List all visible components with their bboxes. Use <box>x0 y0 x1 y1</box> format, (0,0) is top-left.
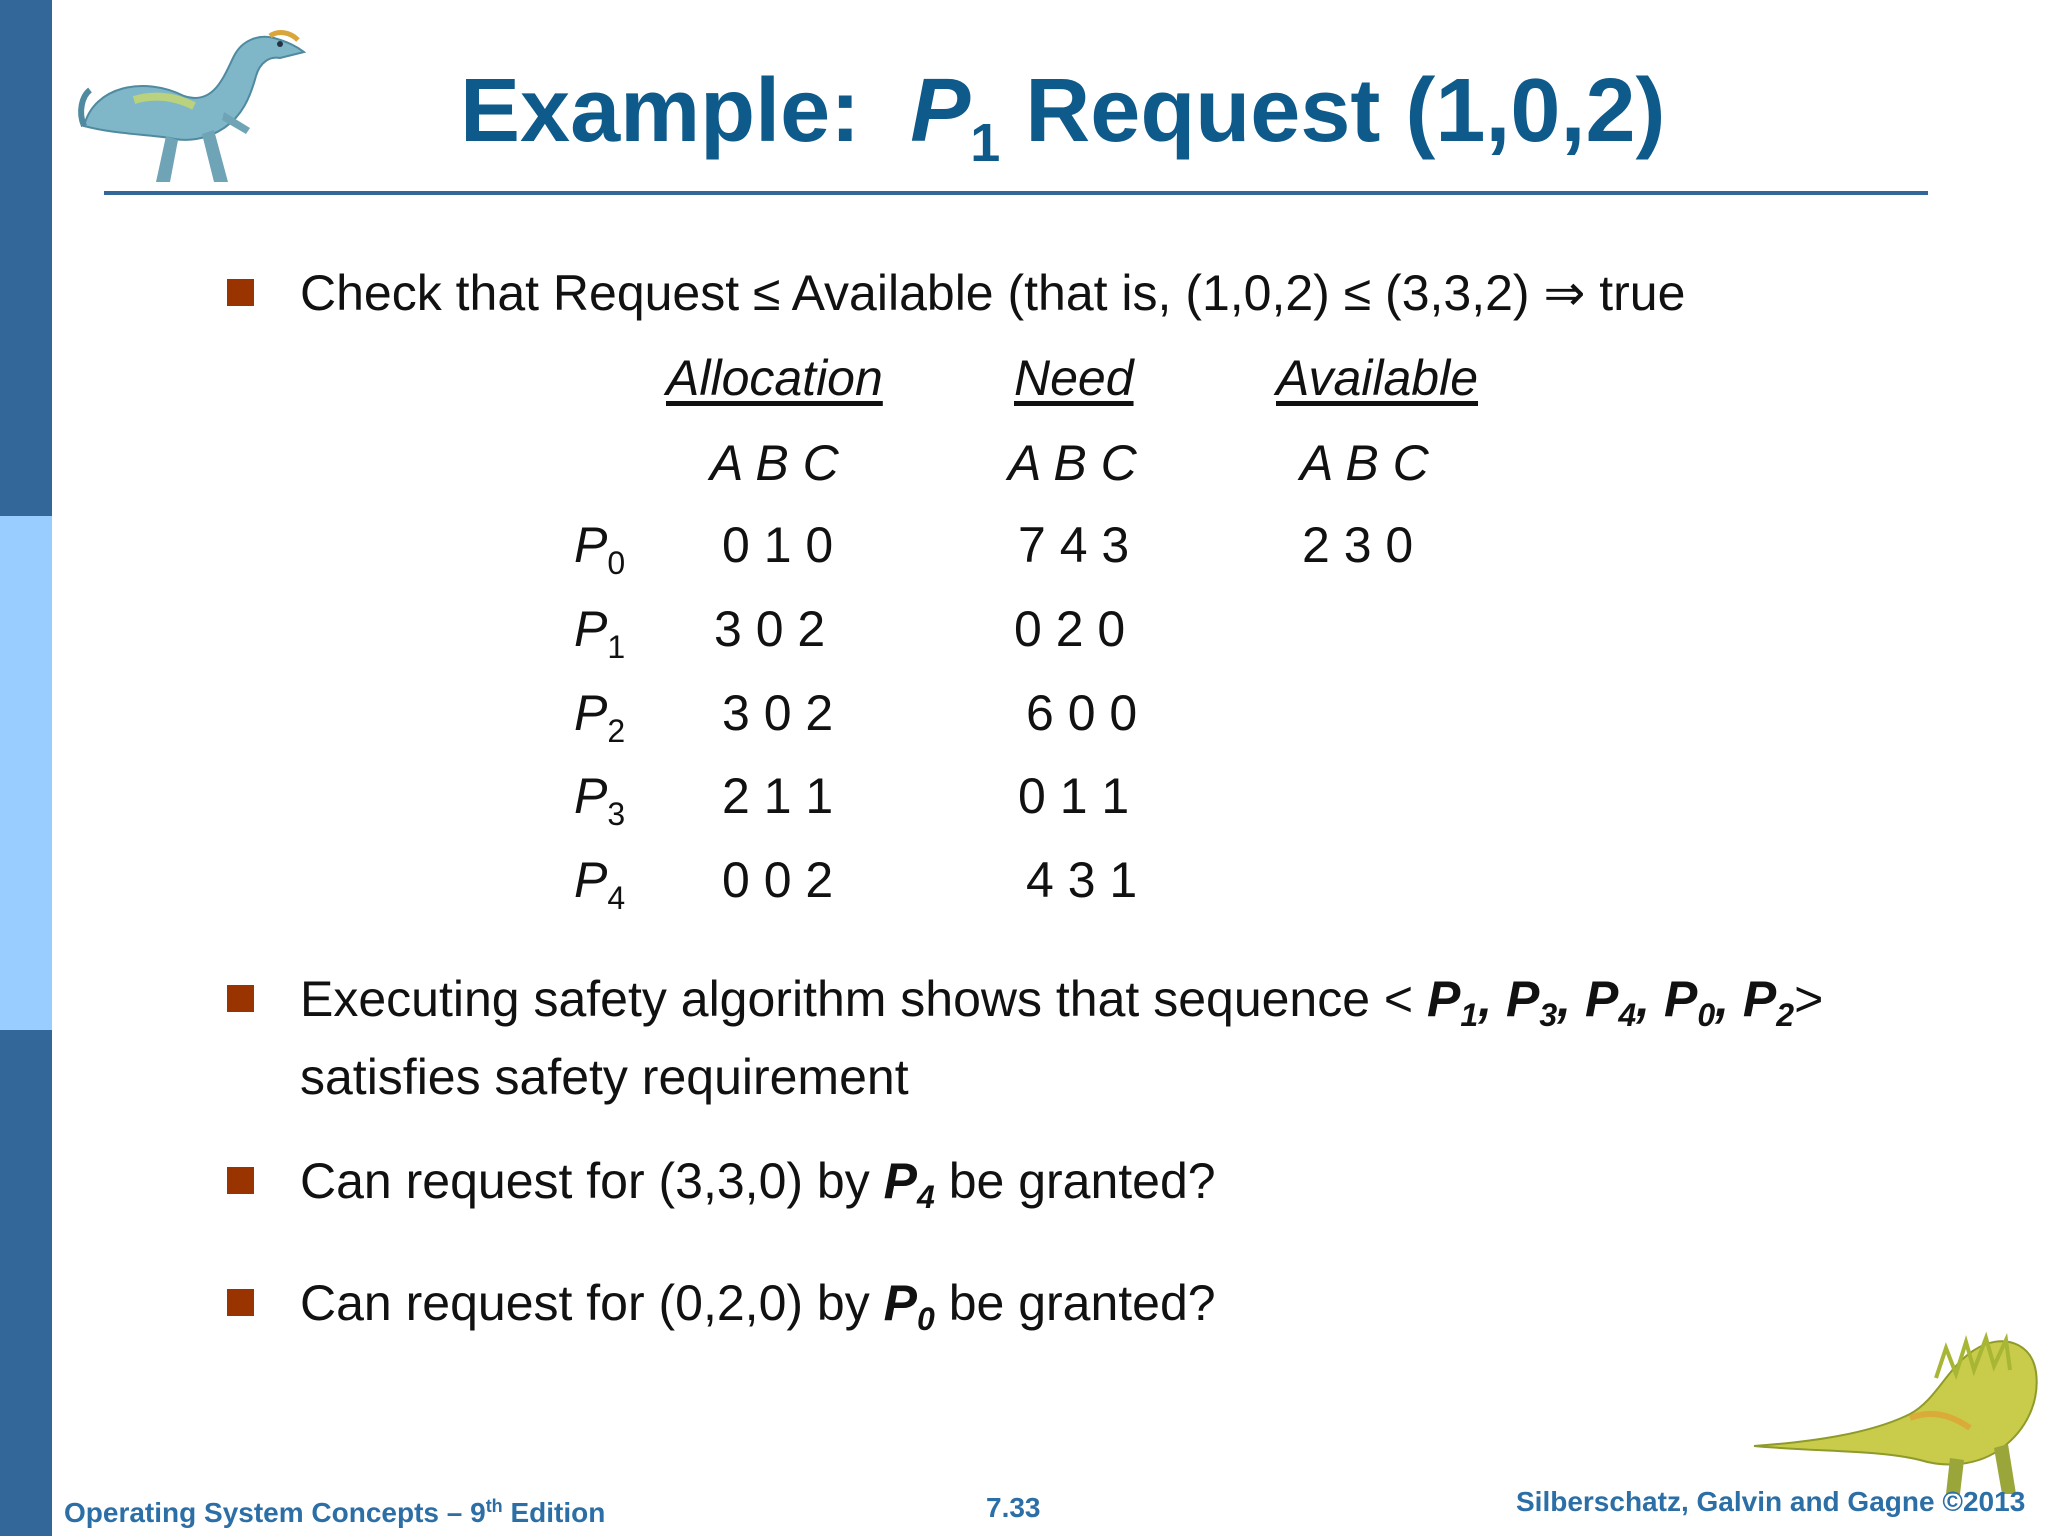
bullet-2-pre: Executing safety algorithm shows that sequence < <box>300 971 1414 1027</box>
bullet-2-post: > <box>1794 971 1824 1027</box>
subheader-need: A B C <box>1008 435 1137 491</box>
side-bar-light-segment <box>0 516 52 1030</box>
row-p1-need: 0 2 0 <box>1014 601 1126 657</box>
seq-p2: $P_2$ <box>1742 971 1795 1033</box>
row-p0-need: 7 4 3 <box>1018 517 1130 573</box>
title-suffix: Request (1,0,2) <box>1025 61 1666 161</box>
row-p0-name: $P_0$ <box>574 517 626 581</box>
row-p0-available: 2 3 0 <box>1302 517 1414 573</box>
row-p1-name: $P_1$ <box>574 601 626 665</box>
row-p3-need: 0 1 1 <box>1018 768 1130 824</box>
bullet-4-process: $P_0$ <box>883 1275 935 1337</box>
seq-p1: $P_1$ <box>1427 971 1479 1033</box>
row-p1-allocation: 3 0 2 <box>714 601 826 657</box>
row-p0-allocation: 0 1 0 <box>722 517 834 573</box>
dinosaur-bottom-illustration <box>1750 1318 2042 1496</box>
bullet-2-line2: satisfies safety requirement <box>300 1049 909 1105</box>
row-p3-allocation: 2 1 1 <box>722 768 834 824</box>
row-p4-name: $P_4$ <box>574 852 626 916</box>
footer-page-number: 7.33 <box>986 1492 1041 1523</box>
row-p2-need: 6 0 0 <box>1026 685 1138 741</box>
dinosaur-top-illustration <box>74 16 314 192</box>
subheader-available: A B C <box>1300 435 1429 491</box>
subheader-allocation: A B C <box>710 435 839 491</box>
row-p4-need: 4 3 1 <box>1026 852 1138 908</box>
seq-p3: $P_3$ <box>1506 971 1558 1033</box>
bullet-4-text: Can request for (0,2,0) by $P_0$ be granted? <box>300 1275 1216 1337</box>
title-process-sub: 1 <box>970 113 1001 173</box>
bullet-2-text: Executing safety algorithm shows that sequence < $P_1$, $P_3$, $P_4$, $P_0$, $P_2>$ satisfies safety requirement <box>300 971 1824 1105</box>
footer-right: Silberschatz, Galvin and Gagne ©2013 <box>1516 1486 2026 1517</box>
header-need: Need <box>1014 350 1134 406</box>
title-prefix: Example: <box>460 61 861 161</box>
title-process-var: P <box>910 61 971 161</box>
header-available: Available <box>1276 350 1479 406</box>
row-p3-name: $P_3$ <box>574 768 626 832</box>
bullet-3-text: Can request for (3,3,0) by $P_4$ be granted? <box>300 1153 1216 1215</box>
title-divider <box>104 191 1928 195</box>
bullet-3-process: $P_4$ <box>883 1153 935 1215</box>
bullet-marker-2 <box>227 985 254 1012</box>
header-allocation: Allocation <box>666 350 883 406</box>
side-bar <box>0 0 52 1536</box>
footer-left: Operating System Concepts – 9th Edition <box>64 1496 606 1528</box>
bullet-1-text: Check that Request ≤ Available (that is, (1,0,2) ≤ (3,3,2) ⇒ true <box>300 265 1686 321</box>
row-p4-allocation: 0 0 2 <box>722 852 834 908</box>
row-p2-name: $P_2$ <box>574 685 626 749</box>
seq-p0: $P_0$ <box>1663 971 1716 1033</box>
bullet-marker-3 <box>227 1167 254 1194</box>
bullet-marker-1 <box>227 279 254 306</box>
row-p2-allocation: 3 0 2 <box>722 685 834 741</box>
seq-p4: $P_4$ <box>1584 971 1637 1033</box>
bullet-marker-4 <box>227 1289 254 1316</box>
page-title <box>460 61 1666 173</box>
